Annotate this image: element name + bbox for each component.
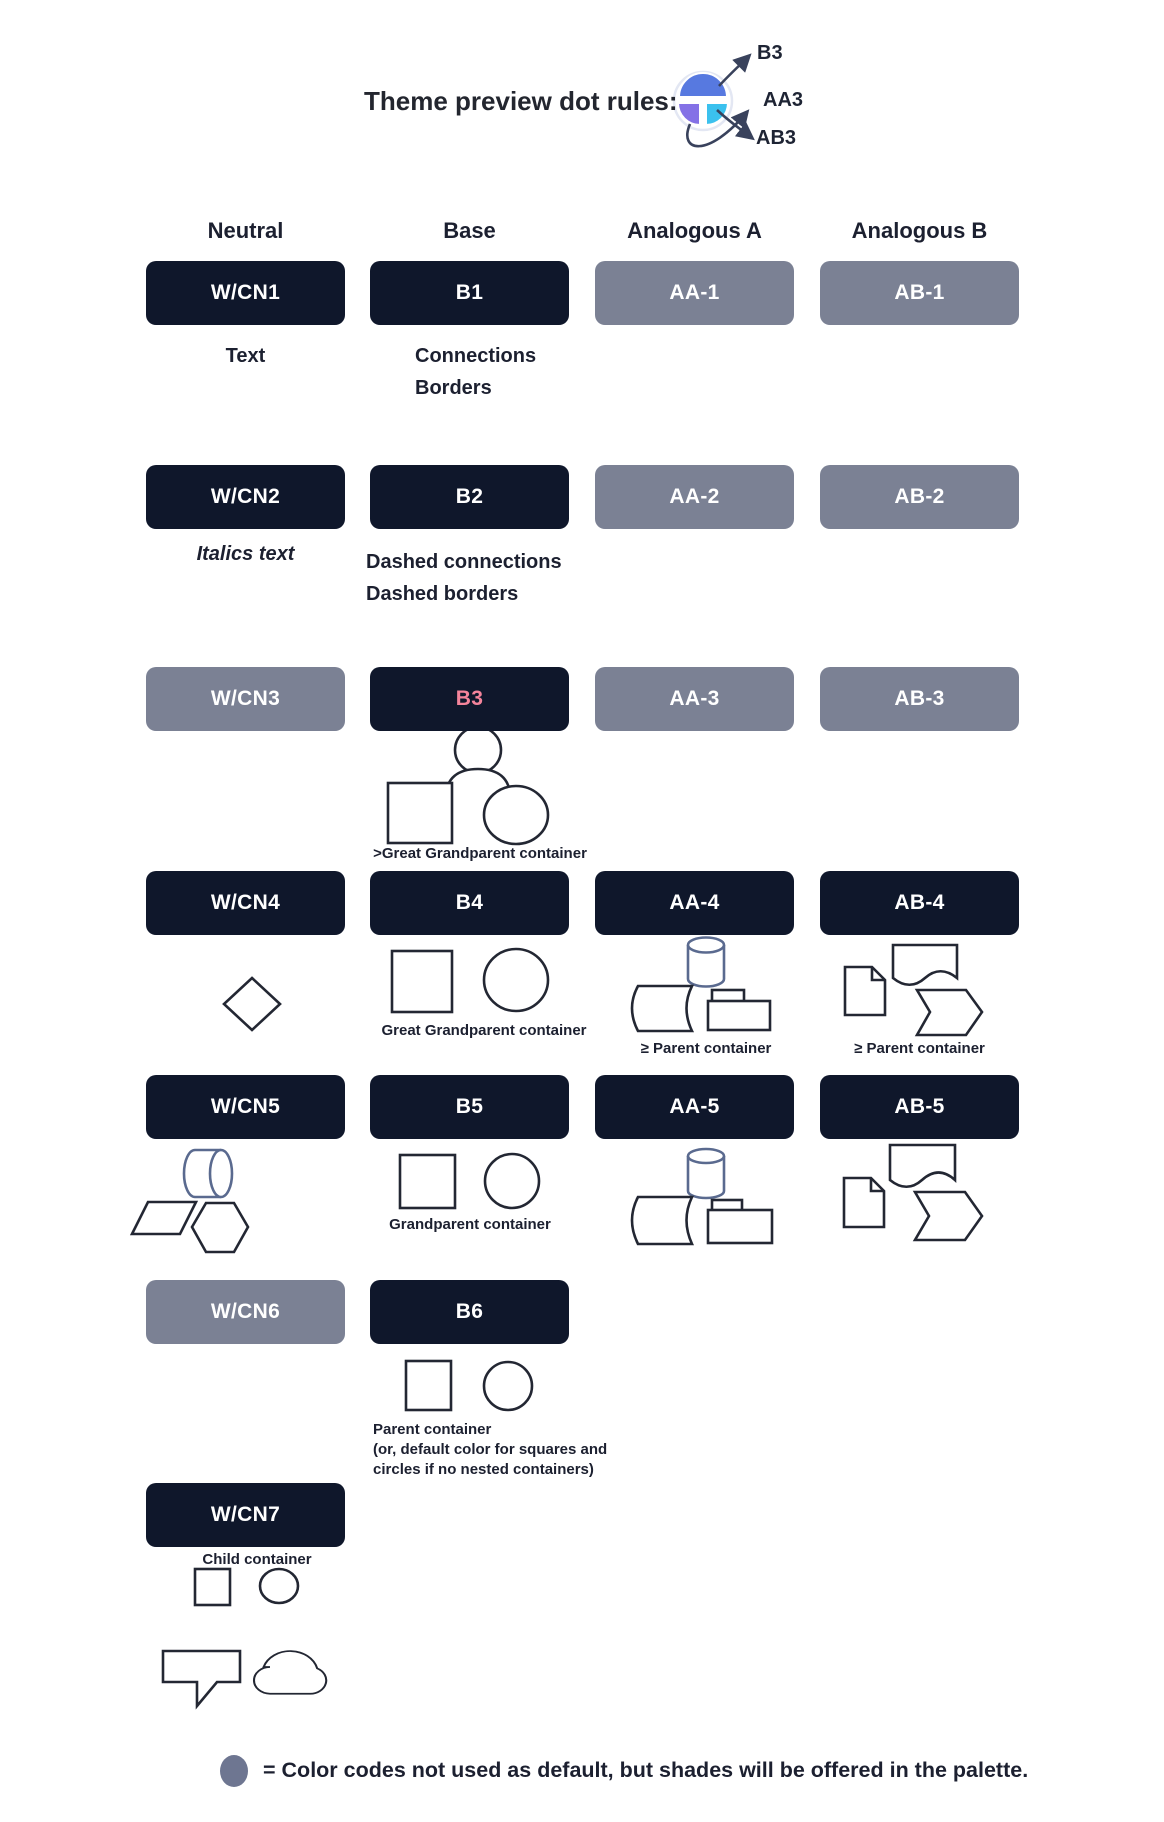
- column-header-base: Base: [443, 218, 496, 243]
- caption-b6-line3: circles if no nested containers): [373, 1461, 594, 1478]
- square-icon-b6: [406, 1361, 451, 1410]
- swatch-b1: B1: [370, 261, 569, 325]
- wavy-document-icon-ab5: [890, 1145, 955, 1187]
- swatch-ab3: AB-3: [820, 667, 1019, 731]
- caption-italics-text: Italics text: [196, 543, 295, 565]
- caption-b3-shapes: >Great Grandparent container: [373, 845, 587, 862]
- swatch-wcn2: W/CN2: [146, 465, 345, 529]
- caption-b6-line1: Parent container: [373, 1421, 492, 1438]
- circle-icon-b3: [484, 786, 548, 844]
- folded-document-icon-ab5: [844, 1178, 884, 1227]
- cylinder-icon-aa5: [688, 1149, 724, 1198]
- swatch-wcn5: W/CN5: [146, 1075, 345, 1139]
- swatch-wcn3: W/CN3: [146, 667, 345, 731]
- swatch-aa5: AA-5: [595, 1075, 794, 1139]
- circle-icon-b6: [484, 1362, 532, 1410]
- column-header-analogous-a: Analogous A: [627, 218, 762, 243]
- display-icon-aa4: [632, 986, 692, 1031]
- square-icon-wcn7: [195, 1569, 230, 1605]
- square-icon-b3: [388, 783, 452, 843]
- swatch-b3: B3: [370, 667, 569, 731]
- swatch-aa1: AA-1: [595, 261, 794, 325]
- caption-b6-line2: (or, default color for squares and: [373, 1441, 608, 1458]
- swatch-wcn6: W/CN6: [146, 1280, 345, 1344]
- column-header-analogous-b: Analogous B: [851, 218, 988, 243]
- diamond-icon: [224, 978, 280, 1030]
- cloud-icon: [254, 1651, 326, 1694]
- swatch-ab1: AB-1: [820, 261, 1019, 325]
- hexagon-icon: [192, 1203, 248, 1252]
- caption-borders: Borders: [415, 377, 492, 399]
- parallelogram-icon: [132, 1202, 196, 1234]
- horizontal-cylinder-icon: [184, 1150, 232, 1197]
- caption-b4-shapes: Great Grandparent container: [381, 1022, 587, 1039]
- swatch-aa3: AA-3: [595, 667, 794, 731]
- swatch-b6: B6: [370, 1280, 569, 1344]
- swatch-aa4: AA-4: [595, 871, 794, 935]
- swatch-wcn7: W/CN7: [146, 1483, 345, 1547]
- swatch-b5: B5: [370, 1075, 569, 1139]
- square-icon-b5: [400, 1155, 455, 1208]
- display-icon-aa5: [632, 1197, 692, 1244]
- swatch-aa2: AA-2: [595, 465, 794, 529]
- dot-label-aa3: AA3: [763, 89, 804, 111]
- swatch-b2: B2: [370, 465, 569, 529]
- caption-b5-shapes: Grandparent container: [389, 1216, 551, 1233]
- folded-document-icon-ab4: [845, 967, 885, 1015]
- wavy-document-icon-ab4: [893, 945, 957, 985]
- speech-bubble-icon: [163, 1651, 240, 1706]
- chevron-icon-ab5: [915, 1192, 982, 1240]
- caption-aa4-shapes: ≥ Parent container: [640, 1040, 772, 1057]
- swatch-wcn1: W/CN1: [146, 261, 345, 325]
- square-icon-b4: [392, 951, 452, 1012]
- caption-wcn7-shapes: Child container: [202, 1551, 312, 1568]
- swatch-ab5: AB-5: [820, 1075, 1019, 1139]
- caption-dashed-borders: Dashed borders: [366, 583, 519, 605]
- swatch-b4: B4: [370, 871, 569, 935]
- swatch-ab2: AB-2: [820, 465, 1019, 529]
- circle-icon-b4: [484, 949, 548, 1011]
- caption-ab4-shapes: ≥ Parent container: [854, 1040, 985, 1057]
- circle-icon-wcn7: [260, 1569, 298, 1603]
- column-header-neutral: Neutral: [207, 218, 284, 243]
- dot-label-ab3: AB3: [756, 127, 797, 149]
- caption-text: Text: [225, 345, 266, 367]
- arrow-to-b3: [719, 56, 749, 86]
- page-title: Theme preview dot rules:: [364, 86, 678, 116]
- caption-connections: Connections: [415, 345, 537, 367]
- caption-dashed-connections: Dashed connections: [366, 551, 562, 573]
- swatch-ab4: AB-4: [820, 871, 1019, 935]
- legend-text: = Color codes not used as default, but shades will be offered in the palette.: [263, 1758, 1029, 1782]
- cylinder-icon-aa4: [688, 938, 724, 987]
- swatch-wcn4: W/CN4: [146, 871, 345, 935]
- card-icon-aa5: [708, 1200, 772, 1243]
- legend-dot-icon: [220, 1755, 248, 1787]
- chevron-icon-ab4: [917, 990, 982, 1035]
- dot-label-b3: B3: [757, 42, 783, 64]
- card-icon-aa4: [708, 990, 770, 1030]
- circle-icon-b5: [485, 1154, 539, 1208]
